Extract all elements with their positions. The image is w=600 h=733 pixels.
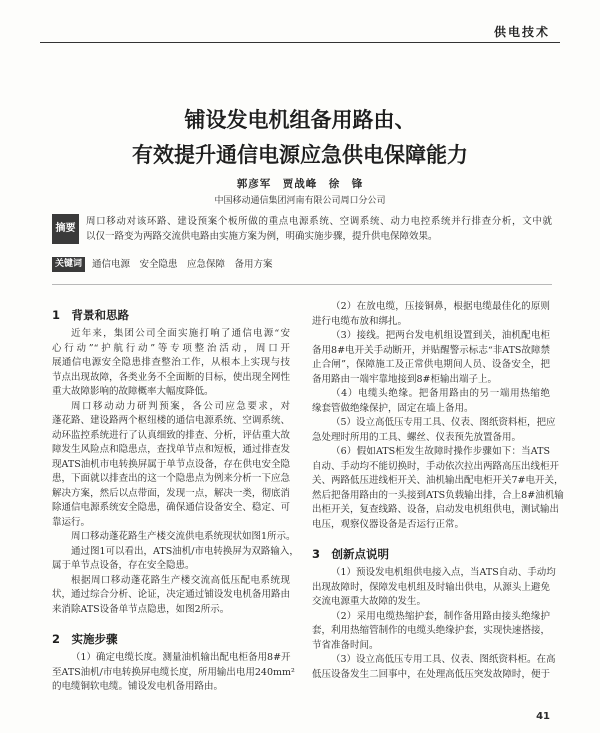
text-line: 缘套管做绝缘保护，固定在墙上备用。 [312, 402, 474, 414]
section-heading: 2 实施步骤 [52, 632, 118, 646]
text-line: 靠运行。 [52, 516, 91, 528]
text-line: 出现故障时，保障发电机组及时输出供电，从源头上避免 [312, 581, 550, 593]
text-line: （2）在放电缆，压接铜鼻，根据电缆最佳化的原则 [331, 301, 550, 312]
paragraph [312, 300, 550, 329]
text-line: 展通信电源安全隐患排查整治工作，从根本上实现与技 [52, 357, 290, 368]
text-line: 备用8#电开关手动断开，并贴醒警示标志“非ATS故障禁 [312, 344, 550, 356]
paragraph [52, 400, 290, 531]
text-line: 备用路由一端牢靠地接到8#柜输出端子上。 [312, 373, 498, 385]
text-line: 近年来，集团公司全面实施打响了通信电源“安 [71, 328, 290, 339]
paragraph [312, 329, 550, 387]
paragraph [52, 530, 296, 545]
abstract-line: 周口移动对该环路、建设预案个板所做的重点电源系统、空调系统、动力电控系统并行排查分析，文中就 [86, 216, 552, 227]
text-line: 障发生风险点和隐患点，查找单节点和短板，通过排查发 [52, 444, 290, 455]
paragraph [52, 651, 295, 695]
section-label: 供电技术 [493, 25, 550, 39]
text-line: 周口移动动力研判预案，各公司应急要求，对 [71, 400, 290, 412]
text-line: 低压设备发生二回事中，在处理高低压突发故障时，便于 [312, 668, 550, 680]
text-line: 节点出现故障，各类业务不全面断的目标，使出现全网性 [52, 371, 290, 383]
text-line: 重大故障影响的故障概率大幅度降低。 [52, 386, 214, 397]
text-line: 患，下面就以排查出的这一个隐患点为例来分析一下应急 [52, 473, 290, 484]
text-line: 急处理时所用的工具、螺丝、仪表预先放置备用。 [312, 431, 522, 443]
text-line: 动环监控系统进行了认真细致的排查、分析，评估重大故 [52, 429, 290, 441]
text-line: 状，通过综合分析、论证，决定通过铺设发电机备用路由 [52, 589, 290, 600]
text-line: 通过图1可以看出，ATS油机/市电转换屏为双路输入， [71, 545, 299, 557]
text-line: （1）预设发电机组供电接入点，当ATS自动、手动均 [331, 567, 556, 578]
paragraph [312, 387, 550, 416]
text-line: （4）电缆头绝缘。把备用路由的另一端用热缩绝 [331, 388, 550, 399]
keywords-label: 关键词 [52, 257, 85, 272]
text-line: 来消除ATS设备单节点隐患，如图2所示。 [52, 603, 230, 615]
abstract-text [86, 214, 552, 244]
affiliation: 中国移动通信集团河南有限公司周口分公司 [214, 196, 386, 206]
text-line: 除通信电源系统安全隐患，确保通信设备安全、稳定、可 [52, 502, 290, 513]
right-column [312, 300, 564, 682]
text-line: （3）接线。把两台发电机组设置到关，油机配电柜 [331, 330, 550, 341]
text-line: （3）设立高低压专用工具、仪表、图纸资料柜。在高 [331, 654, 556, 665]
text-line: 电压，观察仪器设备是否运行正常。 [312, 518, 465, 530]
paragraph [312, 445, 564, 532]
text-line: 根据周口移动蓬花路生产楼交流高低压配电系统现 [71, 574, 290, 586]
article-title-line-1: 铺设发电机组备用路由、 [184, 108, 416, 132]
page-number: 41 [536, 711, 550, 722]
text-line: 套，利用热缩管制作的电缆头绝缘护套，实现快速搭接， [312, 625, 550, 636]
section-heading: 3 创新点说明 [312, 547, 390, 561]
header-rule [40, 42, 560, 43]
text-line: （5）设立高低压专用工具、仪表、图纸资料柜，把应 [331, 417, 556, 428]
paragraph [312, 416, 556, 445]
text-line: 然后把备用路由的一头接到ATS负载输出排，合上8#油机输 [312, 489, 564, 501]
paragraph [312, 653, 556, 682]
text-line: 止合闸”，保障施工及正常供电期间人员、设备安全，把 [312, 359, 550, 370]
text-line: 节省准备时间。 [312, 639, 379, 651]
text-line: （2）采用电缆热缩护套，制作备用路由接头绝缘护 [331, 610, 550, 622]
text-line: 蓬花路、建设路两个枢纽楼的通信电源系统、空调系统、 [52, 415, 290, 426]
authors: 郭彦军 贾战峰 徐 锋 [236, 178, 364, 190]
text-line: 心行动”“护航行动”等专项整治活动，周口开 [52, 342, 290, 354]
text-line: 出柜开关，复查线路、设备，启动发电机组供电，测试输出 [312, 504, 560, 515]
text-line: （6）假如ATS柜发生故障时操作步骤如下：当ATS [331, 446, 550, 457]
paragraph [312, 610, 550, 654]
text-line: 周口移动蓬花路生产楼交流供电系统现状如图1所示。 [71, 531, 296, 542]
text-line: 现ATS油机市电转换屏属于单节点设备，存在供电安全隐 [52, 458, 290, 470]
text-line: 自动、手动均不能切换时，手动依次拉出两路高压出线柜开 [312, 460, 560, 472]
text-line: 解决方案，然后以点带面，发现一点，解决一类，彻底消 [52, 487, 290, 499]
text-line: 属于单节点设备，存在安全隐患。 [52, 560, 195, 571]
text-line: 的电缆铜软电缆。铺设发电机备用路由。 [52, 681, 224, 692]
paragraph [52, 545, 299, 574]
paragraph [312, 566, 556, 610]
abstract-line: 以仅一路变为两路交流供电路由实施方案为例，明确实施步骤，提升供电保障效果。 [86, 231, 438, 242]
text-line: 关、两路低压进线柜开关、油机输出配电柜开关7#电开关， [312, 475, 564, 486]
keywords-text: 通信电源 安全隐患 应急保障 备用方案 [92, 259, 273, 270]
paragraph [52, 327, 290, 400]
text-line: 交流电源重大故障的发生。 [312, 596, 427, 607]
paragraph [52, 574, 290, 618]
text-line: （1）确定电缆长度。测量油机输出配电柜备用8#开 [71, 652, 291, 663]
section-heading: 1 背景和思路 [52, 308, 130, 322]
left-column [52, 303, 299, 695]
text-line: 至ATS油机/市电转换屏电缆长度，所用输出电用240mm² [52, 666, 295, 678]
article-title-line-2: 有效提升通信电源应急供电保障能力 [132, 143, 468, 167]
abstract-label: 摘要 [52, 214, 79, 244]
section-separator [52, 284, 552, 285]
text-line: 进行电缆布放和绑扎。 [312, 315, 408, 327]
